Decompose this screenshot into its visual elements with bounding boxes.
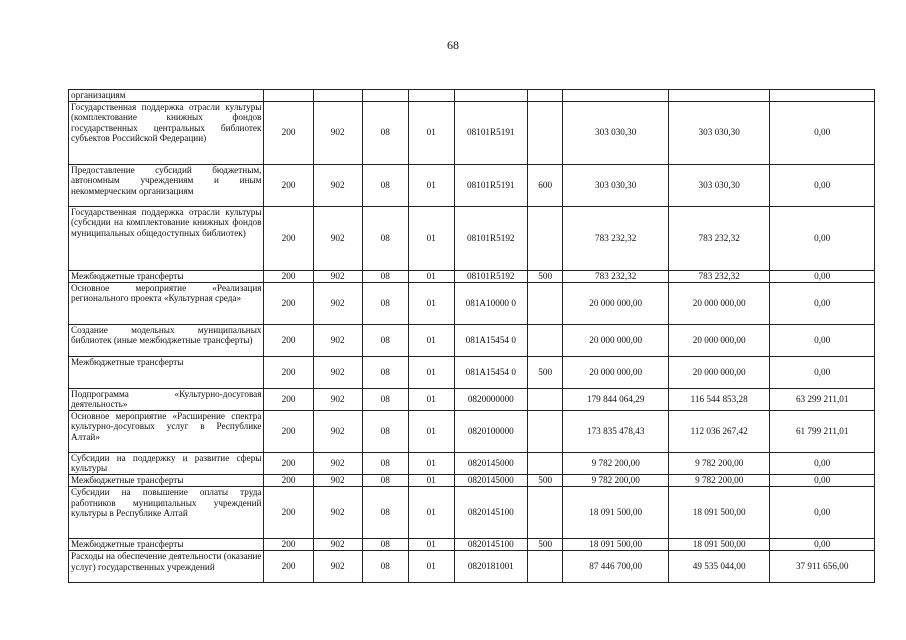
vr-code-cell	[527, 324, 563, 356]
sum-total-cell: 18 091 500,00	[563, 538, 669, 550]
gr-code-cell: 200	[264, 101, 313, 164]
sum-col3-cell: 0,00	[770, 486, 875, 538]
sum-total-cell: 173 835 478,43	[563, 410, 669, 452]
sum-col2-cell: 9 782 200,00	[668, 474, 769, 486]
gr-code-cell: 200	[264, 270, 313, 282]
pr-code-cell: 01	[408, 282, 454, 324]
csr-code-cell: 0820145000	[454, 474, 527, 486]
pr-code-cell: 01	[408, 324, 454, 356]
sum-col2-cell: 783 232,32	[668, 270, 769, 282]
csr-code-cell: 0820000000	[454, 388, 527, 410]
row-name-cell: Создание модельных муниципальных библиотек (иные межбюджетные трансферты)	[69, 324, 264, 356]
sum-total-cell: 303 030,30	[563, 164, 669, 206]
ved-code-cell: 902	[313, 324, 362, 356]
csr-code-cell: 08101R5192	[454, 270, 527, 282]
rz-code-cell: 08	[362, 164, 408, 206]
csr-code-cell: 08101R5191	[454, 101, 527, 164]
gr-code-cell: 200	[264, 282, 313, 324]
table-row	[69, 474, 875, 486]
pr-code-cell: 01	[408, 164, 454, 206]
row-name-cell: организациям	[69, 90, 264, 102]
ved-code-cell: 902	[313, 452, 362, 474]
ved-code-cell: 902	[313, 282, 362, 324]
row-name-cell: Расходы на обеспечение деятельности (оказание услуг) государственных учреждений	[69, 550, 264, 582]
csr-code-cell: 0820145100	[454, 538, 527, 550]
sum-col2-cell: 303 030,30	[668, 101, 769, 164]
row-name-cell: Субсидии на повышение оплаты труда работников муниципальных учреждений культуры в Республике Алтай	[69, 486, 264, 538]
vr-code-cell: 500	[527, 356, 563, 388]
gr-code-cell: 200	[264, 452, 313, 474]
table-row	[69, 101, 875, 164]
table-row	[69, 410, 875, 452]
ved-code-cell: 902	[313, 550, 362, 582]
vr-code-cell: 500	[527, 270, 563, 282]
vr-code-cell	[527, 486, 563, 538]
sum-col3-cell: 37 911 656,00	[770, 550, 875, 582]
row-name-cell: Межбюджетные трансферты	[69, 474, 264, 486]
sum-total-cell: 18 091 500,00	[563, 486, 669, 538]
sum-total-cell: 9 782 200,00	[563, 474, 669, 486]
vr-code-cell: 600	[527, 164, 563, 206]
sum-col3-cell: 61 799 211,01	[770, 410, 875, 452]
gr-code-cell	[264, 90, 313, 102]
sum-total-cell: 20 000 000,00	[563, 356, 669, 388]
rz-code-cell: 08	[362, 356, 408, 388]
vr-code-cell: 500	[527, 538, 563, 550]
pr-code-cell: 01	[408, 474, 454, 486]
sum-total-cell: 87 446 700,00	[563, 550, 669, 582]
sum-col2-cell	[668, 90, 769, 102]
ved-code-cell: 902	[313, 356, 362, 388]
sum-total-cell: 303 030,30	[563, 101, 669, 164]
ved-code-cell: 902	[313, 206, 362, 270]
sum-col2-cell: 112 036 267,42	[668, 410, 769, 452]
csr-code-cell: 0820100000	[454, 410, 527, 452]
table-row	[69, 206, 875, 270]
sum-col3-cell: 0,00	[770, 356, 875, 388]
rz-code-cell: 08	[362, 538, 408, 550]
table-row	[69, 550, 875, 582]
csr-code-cell	[454, 90, 527, 102]
sum-col2-cell: 18 091 500,00	[668, 486, 769, 538]
csr-code-cell: 081А15454 0	[454, 324, 527, 356]
sum-col2-cell: 49 535 044,00	[668, 550, 769, 582]
row-name-cell: Субсидии на поддержку и развитие сферы культуры	[69, 452, 264, 474]
csr-code-cell: 081А10000 0	[454, 282, 527, 324]
pr-code-cell: 01	[408, 206, 454, 270]
ved-code-cell: 902	[313, 486, 362, 538]
sum-total-cell: 9 782 200,00	[563, 452, 669, 474]
pr-code-cell: 01	[408, 550, 454, 582]
table-body	[69, 90, 875, 583]
rz-code-cell: 08	[362, 324, 408, 356]
sum-col2-cell: 20 000 000,00	[668, 356, 769, 388]
ved-code-cell: 902	[313, 101, 362, 164]
sum-total-cell: 783 232,32	[563, 270, 669, 282]
ved-code-cell: 902	[313, 410, 362, 452]
sum-total-cell: 179 844 064,29	[563, 388, 669, 410]
pr-code-cell: 01	[408, 356, 454, 388]
row-name-cell: Основное мероприятие «Расширение спектра культурно-досуговых услуг в Республике Алтай»	[69, 410, 264, 452]
sum-col3-cell: 0,00	[770, 270, 875, 282]
ved-code-cell: 902	[313, 538, 362, 550]
sum-col3-cell: 0,00	[770, 206, 875, 270]
sum-total-cell: 20 000 000,00	[563, 282, 669, 324]
sum-total-cell: 783 232,32	[563, 206, 669, 270]
pr-code-cell: 01	[408, 388, 454, 410]
row-name-cell: Предоставление субсидий бюджетным, автономным учреждениям и иным некоммерческим организациям	[69, 164, 264, 206]
ved-code-cell: 902	[313, 164, 362, 206]
ved-code-cell: 902	[313, 388, 362, 410]
rz-code-cell	[362, 90, 408, 102]
table-row	[69, 164, 875, 206]
vr-code-cell	[527, 452, 563, 474]
pr-code-cell: 01	[408, 270, 454, 282]
pr-code-cell: 01	[408, 101, 454, 164]
sum-col3-cell: 63 299 211,01	[770, 388, 875, 410]
sum-col3-cell: 0,00	[770, 474, 875, 486]
gr-code-cell: 200	[264, 206, 313, 270]
table-row	[69, 324, 875, 356]
table-row	[69, 538, 875, 550]
rz-code-cell: 08	[362, 550, 408, 582]
ved-code-cell: 902	[313, 270, 362, 282]
sum-col3-cell: 0,00	[770, 324, 875, 356]
csr-code-cell: 08101R5191	[454, 164, 527, 206]
gr-code-cell: 200	[264, 550, 313, 582]
rz-code-cell: 08	[362, 206, 408, 270]
vr-code-cell	[527, 206, 563, 270]
vr-code-cell	[527, 388, 563, 410]
rz-code-cell: 08	[362, 486, 408, 538]
vr-code-cell	[527, 410, 563, 452]
budget-table	[68, 89, 875, 583]
gr-code-cell: 200	[264, 474, 313, 486]
rz-code-cell: 08	[362, 282, 408, 324]
gr-code-cell: 200	[264, 486, 313, 538]
table-row	[69, 388, 875, 410]
gr-code-cell: 200	[264, 410, 313, 452]
sum-col2-cell: 303 030,30	[668, 164, 769, 206]
vr-code-cell	[527, 90, 563, 102]
table-row	[69, 356, 875, 388]
sum-col2-cell: 20 000 000,00	[668, 282, 769, 324]
table-row	[69, 90, 875, 102]
csr-code-cell: 0820145100	[454, 486, 527, 538]
table-row	[69, 452, 875, 474]
row-name-cell: Межбюджетные трансферты	[69, 356, 264, 388]
rz-code-cell: 08	[362, 101, 408, 164]
sum-col3-cell: 0,00	[770, 452, 875, 474]
vr-code-cell	[527, 282, 563, 324]
csr-code-cell: 0820181001	[454, 550, 527, 582]
pr-code-cell: 01	[408, 538, 454, 550]
sum-col3-cell: 0,00	[770, 164, 875, 206]
row-name-cell: Межбюджетные трансферты	[69, 538, 264, 550]
csr-code-cell: 081А15454 0	[454, 356, 527, 388]
rz-code-cell: 08	[362, 410, 408, 452]
row-name-cell: Подпрограмма «Культурно-досуговая деятельность»	[69, 388, 264, 410]
rz-code-cell: 08	[362, 452, 408, 474]
table-row	[69, 270, 875, 282]
ved-code-cell	[313, 90, 362, 102]
rz-code-cell: 08	[362, 474, 408, 486]
page-number: 68	[447, 38, 459, 52]
gr-code-cell: 200	[264, 356, 313, 388]
sum-col2-cell: 783 232,32	[668, 206, 769, 270]
csr-code-cell: 08101R5192	[454, 206, 527, 270]
sum-col3-cell: 0,00	[770, 101, 875, 164]
vr-code-cell	[527, 550, 563, 582]
csr-code-cell: 0820145000	[454, 452, 527, 474]
sum-col2-cell: 18 091 500,00	[668, 538, 769, 550]
vr-code-cell: 500	[527, 474, 563, 486]
gr-code-cell: 200	[264, 538, 313, 550]
sum-total-cell: 20 000 000,00	[563, 324, 669, 356]
table-row	[69, 282, 875, 324]
row-name-cell: Межбюджетные трансферты	[69, 270, 264, 282]
sum-col3-cell: 0,00	[770, 282, 875, 324]
row-name-cell: Государственная поддержка отрасли культуры (комплектование книжных фондов государственных центральных библиотек субъектов Российской Федерации)	[69, 101, 264, 164]
sum-col3-cell: 0,00	[770, 538, 875, 550]
sum-col2-cell: 20 000 000,00	[668, 324, 769, 356]
sum-total-cell	[563, 90, 669, 102]
sum-col3-cell	[770, 90, 875, 102]
rz-code-cell: 08	[362, 388, 408, 410]
pr-code-cell	[408, 90, 454, 102]
gr-code-cell: 200	[264, 388, 313, 410]
pr-code-cell: 01	[408, 410, 454, 452]
gr-code-cell: 200	[264, 324, 313, 356]
pr-code-cell: 01	[408, 452, 454, 474]
sum-col2-cell: 9 782 200,00	[668, 452, 769, 474]
ved-code-cell: 902	[313, 474, 362, 486]
vr-code-cell	[527, 101, 563, 164]
rz-code-cell: 08	[362, 270, 408, 282]
table-row	[69, 486, 875, 538]
gr-code-cell: 200	[264, 164, 313, 206]
pr-code-cell: 01	[408, 486, 454, 538]
row-name-cell: Государственная поддержка отрасли культуры (субсидии на комплектование книжных фондов муниципальных общедоступных библиотек)	[69, 206, 264, 270]
sum-col2-cell: 116 544 853,28	[668, 388, 769, 410]
row-name-cell: Основное мероприятие «Реализация регионального проекта «Культурная среда»	[69, 282, 264, 324]
